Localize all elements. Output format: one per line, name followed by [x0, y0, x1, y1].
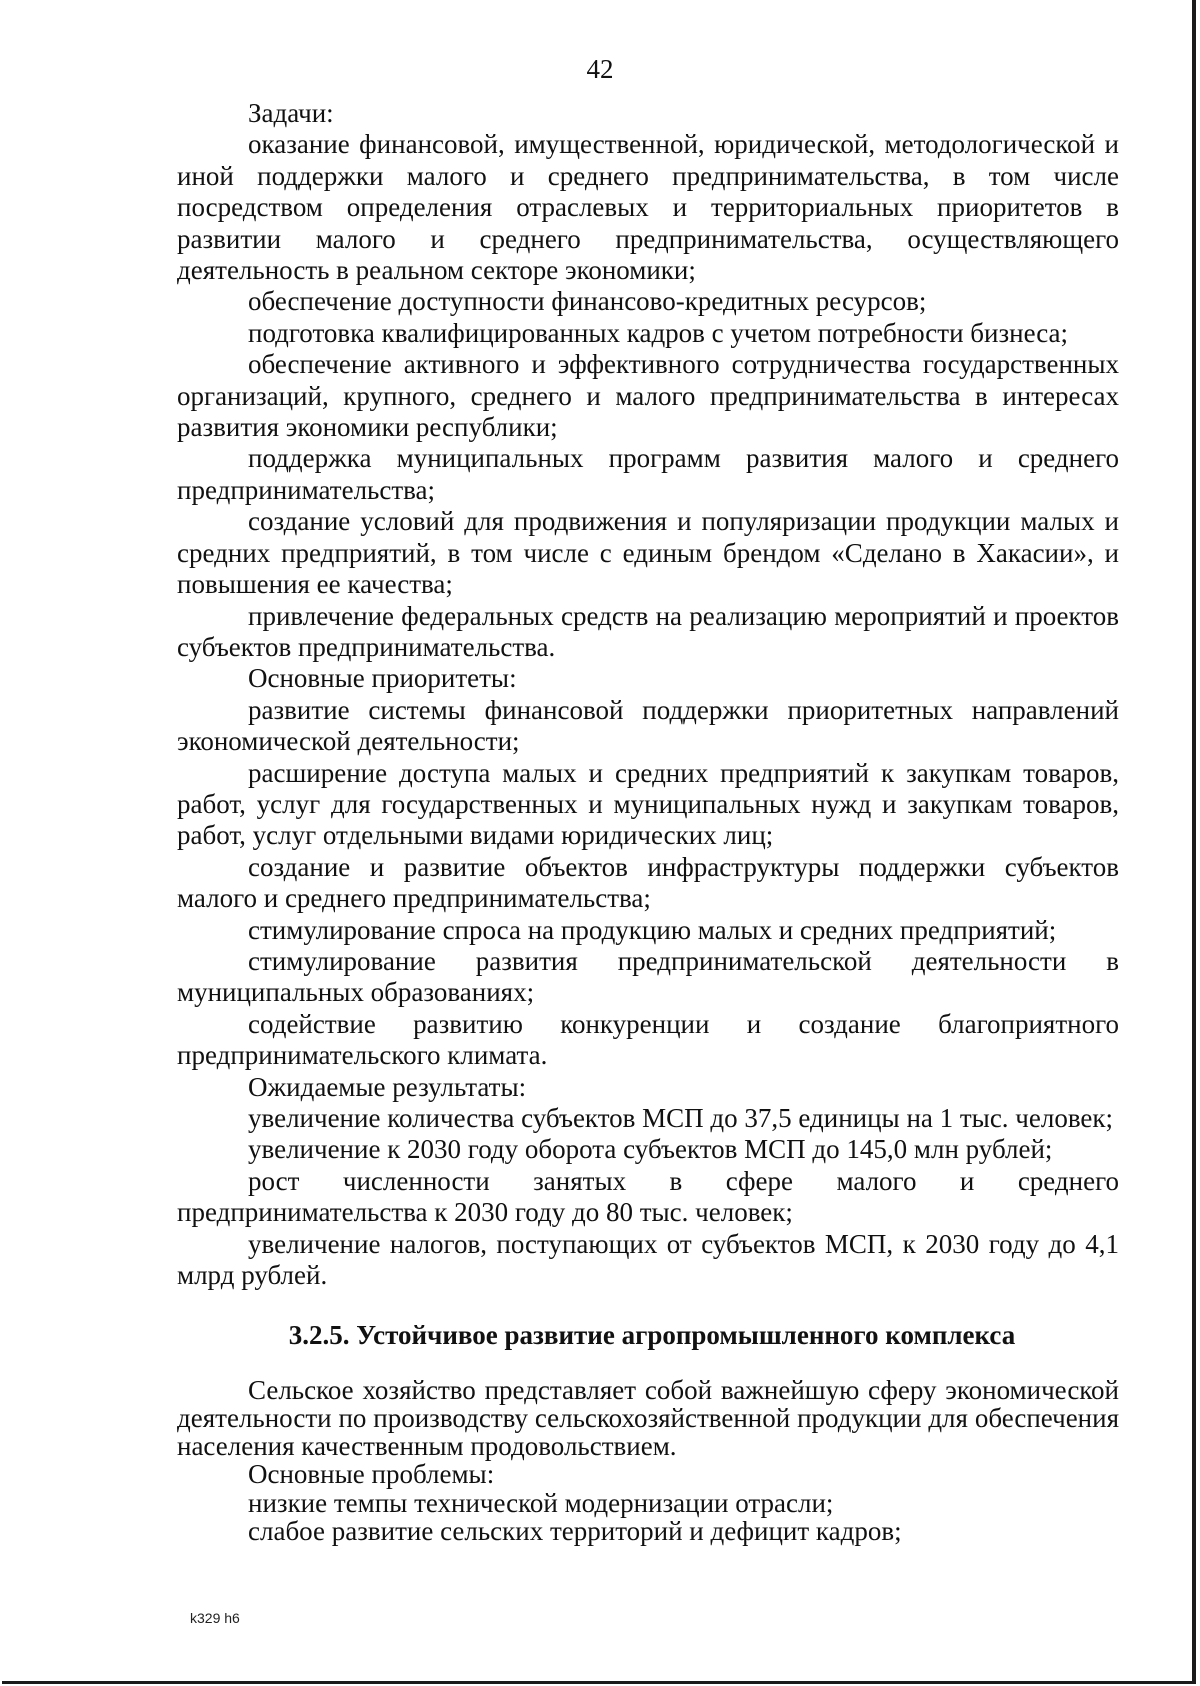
paragraph: низкие темпы технической модернизации отрасли;	[248, 1487, 834, 1518]
paragraph: рост численности занятых в сфере малого и среднего предпринимательства к 2030 году до 80 тыс. человек;	[177, 1165, 1119, 1228]
paragraph: Основные проблемы:	[248, 1459, 495, 1490]
document-body	[177, 98, 1119, 1545]
paragraph: Ожидаемые результаты:	[248, 1071, 527, 1102]
paragraph: Сельское хозяйство представляет собой важнейшую сферу экономической деятельности по производству сельскохозяйственной продукции для обеспечения населения качественным продовольствием.	[177, 1374, 1119, 1462]
paragraph: стимулирование развития предпринимательской деятельности в муниципальных образованиях;	[177, 945, 1119, 1008]
paragraph: расширение доступа малых и средних предприятий к закупкам товаров, работ, услуг для государственных и муниципальных нужд и закупкам товаров, работ, услуг отдельными видами юридических лиц;	[177, 757, 1119, 851]
paragraph: создание и развитие объектов инфраструктуры поддержки субъектов малого и среднего предпринимательства;	[177, 851, 1119, 914]
paragraph: стимулирование спроса на продукцию малых и средних предприятий;	[248, 914, 1057, 945]
paragraph: оказание финансовой, имущественной, юридической, методологической и иной поддержки малого и среднего предпринимательства, в том числе посредством определения отраслевых и территориальных приоритетов в развитии малого и среднего предпринимательства, осуществляющего деятельность в реальном секторе экономики;	[177, 129, 1119, 286]
paragraph: Задачи:	[248, 98, 334, 128]
paragraph: подготовка квалифицированных кадров с учетом потребности бизнеса;	[248, 317, 1069, 348]
paragraph: поддержка муниципальных программ развития малого и среднего предпринимательства;	[177, 443, 1119, 505]
section-heading: 3.2.5. Устойчивое развитие агропромышленного комплекса	[288, 1320, 1016, 1351]
page-number: 42	[586, 54, 614, 84]
paragraph: увеличение количества субъектов МСП до 37,5 единицы на 1 тыс. человек;	[248, 1103, 1114, 1133]
paragraph: содействие развитию конкуренции и создание благоприятного предпринимательского климата.	[177, 1008, 1119, 1071]
footer-document-code: k329 h6	[190, 1610, 240, 1626]
paragraph: увеличение к 2030 году оборота субъектов МСП до 145,0 млн рублей;	[248, 1134, 1053, 1165]
paragraph: обеспечение активного и эффективного сотрудничества государственных организаций, крупного, среднего и малого предпринимательства в интересах развития экономики республики;	[177, 349, 1119, 443]
paragraph: создание условий для продвижения и популяризации продукции малых и средних предприятий, в том числе с единым брендом «Сделано в Хакасии», и повышения ее качества;	[177, 506, 1119, 600]
section-body	[177, 1376, 1119, 1545]
paragraph: Основные приоритеты:	[248, 663, 517, 694]
paragraph: слабое развитие сельских территорий и дефицит кадров;	[248, 1515, 902, 1546]
paragraph: развитие системы финансовой поддержки приоритетных направлений экономической деятельности;	[177, 694, 1119, 757]
paragraph: обеспечение доступности финансово-кредитных ресурсов;	[248, 286, 927, 317]
paragraph: привлечение федеральных средств на реализацию мероприятий и проектов субъектов предпринимательства.	[177, 600, 1119, 662]
paragraph: увеличение налогов, поступающих от субъектов МСП, к 2030 году до 4,1 млрд рублей.	[177, 1228, 1119, 1291]
